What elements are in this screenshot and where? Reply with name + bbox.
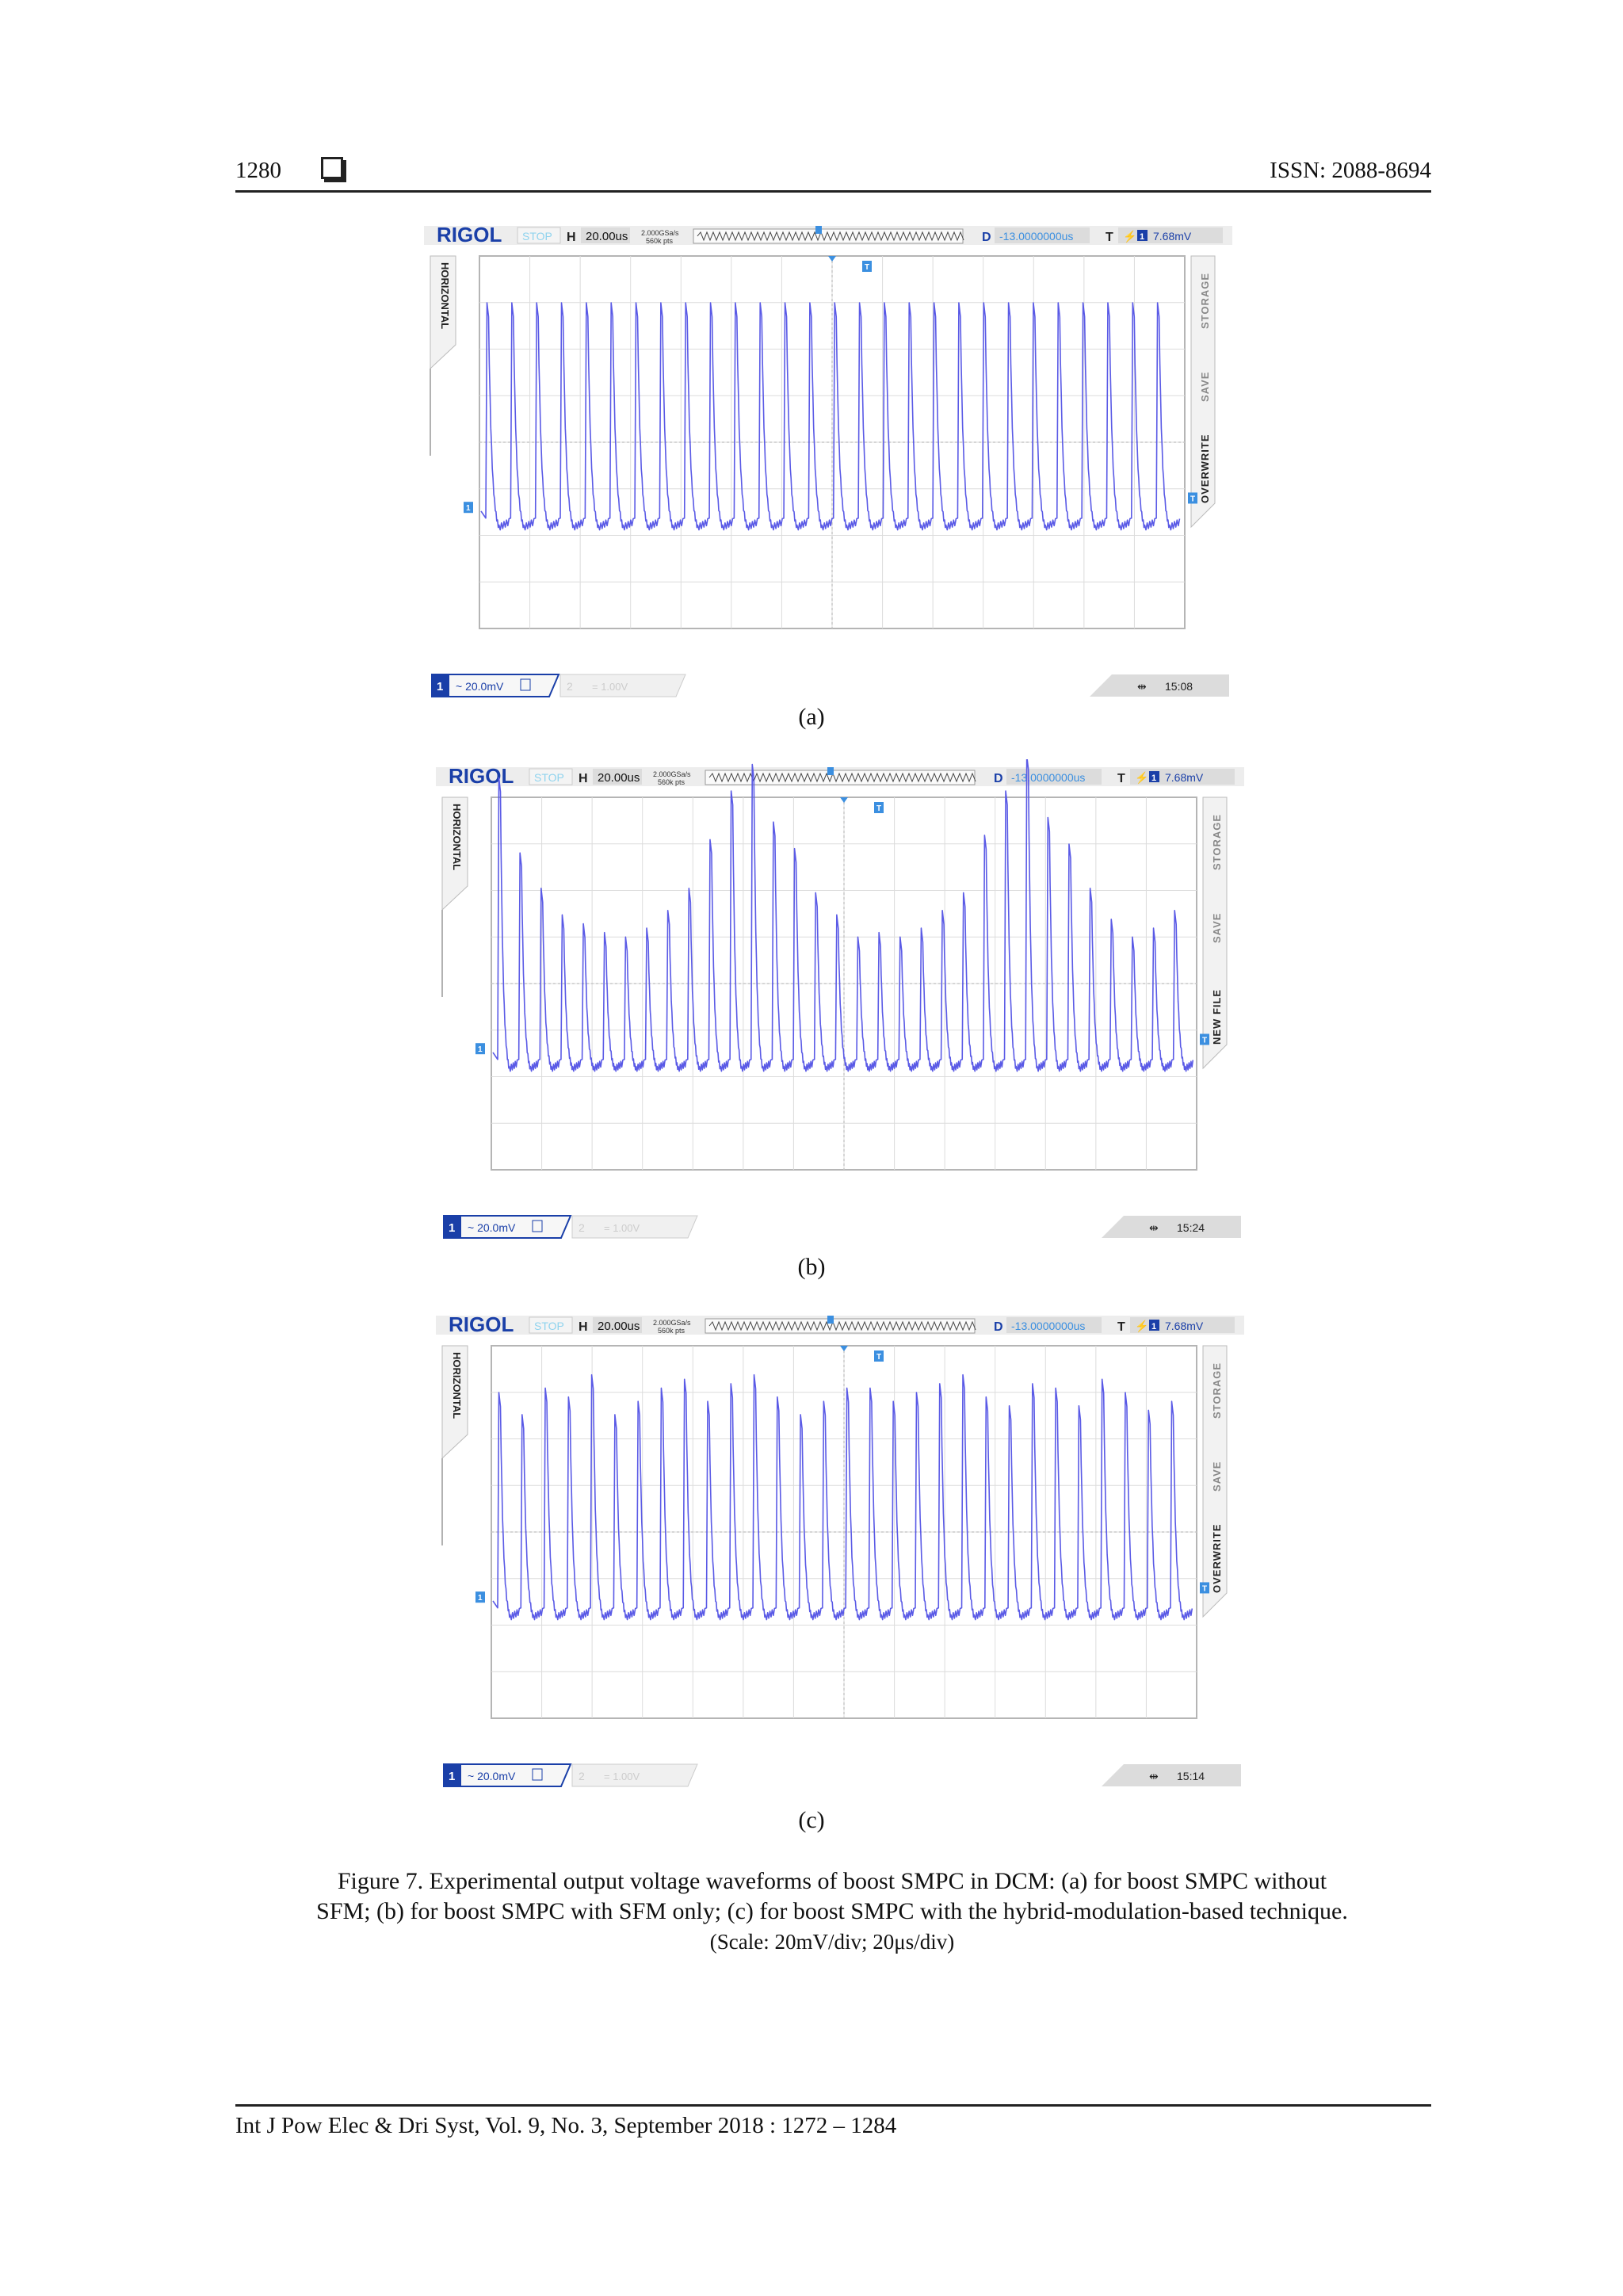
- ch1-scale-button[interactable]: [444, 1764, 571, 1786]
- memory-depth: 560k pts: [658, 778, 685, 786]
- rigol-logo: RIGOL: [449, 764, 514, 788]
- running-footer: [235, 2104, 1431, 2139]
- run-state: STOP: [522, 230, 552, 243]
- svg-text:T: T: [876, 804, 882, 813]
- sample-rate: 2.000GSa/s: [653, 1319, 691, 1327]
- ch2-scale-button[interactable]: [572, 1216, 697, 1238]
- t-label: T: [1117, 772, 1125, 785]
- storage-menu-item[interactable]: STORAGE: [1211, 1362, 1223, 1419]
- page-number: 1280: [235, 158, 281, 183]
- ch2-scale-button[interactable]: [572, 1764, 697, 1786]
- ch2-number: 2: [579, 1770, 585, 1782]
- subfigure-caption-a: (a): [798, 704, 825, 730]
- horizontal-label-text: HORIZONTAL: [451, 1352, 463, 1419]
- ch2-scale-button[interactable]: [560, 674, 685, 697]
- svg-text:T: T: [1202, 1584, 1208, 1594]
- scope-top-bar: [424, 223, 1232, 246]
- mode-menu-item[interactable]: OVERWRITE: [1211, 1523, 1223, 1593]
- trigger-source: 1: [1151, 774, 1157, 783]
- trigger-level-marker: [1188, 492, 1197, 503]
- mode-menu-item[interactable]: NEW FILE: [1211, 988, 1223, 1045]
- save-menu-item[interactable]: SAVE: [1199, 371, 1211, 402]
- ch1-scale: ~ 20.0mV: [468, 1770, 516, 1782]
- trigger-edge-icon: ⚡: [1135, 771, 1149, 784]
- ch1-scale-button[interactable]: [432, 674, 559, 697]
- ch1-number: 1: [437, 680, 444, 693]
- memory-depth: 560k pts: [658, 1327, 685, 1335]
- oscilloscope-display: [436, 1308, 1244, 1791]
- svg-text:1: 1: [466, 504, 471, 514]
- ch1-ground-marker: [464, 502, 473, 513]
- ch2-scale: = 1.00V: [592, 681, 628, 693]
- running-header: [235, 149, 1431, 193]
- rigol-logo: RIGOL: [449, 1312, 514, 1336]
- ch1-ground-marker: [475, 1591, 485, 1603]
- trigger-source: 1: [1140, 232, 1145, 242]
- ch1-scale-button[interactable]: [444, 1216, 571, 1238]
- scope-bottom-bar: [436, 1216, 1244, 1240]
- trigger-edge-icon: ⚡: [1123, 230, 1137, 243]
- sample-rate: 2.000GSa/s: [653, 770, 691, 778]
- trigger-time-marker: [874, 802, 884, 813]
- trigger-level: 7.68mV: [1165, 771, 1204, 784]
- ch1-ground-marker: [475, 1043, 485, 1054]
- side-menu: [1203, 797, 1227, 1068]
- horizontal-label: H: [579, 1320, 588, 1334]
- timebase-value: 20.00us: [586, 230, 628, 243]
- trigger-position-marker: [815, 226, 822, 234]
- run-state: STOP: [534, 771, 564, 784]
- trigger-source: 1: [1151, 1322, 1157, 1331]
- square-bullet-icon: [321, 157, 343, 179]
- mode-menu-item[interactable]: OVERWRITE: [1199, 434, 1211, 503]
- figure-caption-line-2: SFM; (b) for boost SMPC with SFM only; (c) for boost SMPC with the hybrid-modulation-based technique.: [316, 1898, 1348, 1924]
- trigger-time-marker: [874, 1350, 884, 1362]
- storage-menu-item[interactable]: STORAGE: [1211, 813, 1223, 870]
- ch2-number: 2: [567, 680, 573, 693]
- scope-top-bar: [436, 1312, 1244, 1336]
- save-menu-item[interactable]: SAVE: [1211, 1461, 1223, 1492]
- ch2-number: 2: [579, 1221, 585, 1234]
- figure-caption: [190, 1866, 1474, 1957]
- trigger-level: 7.68mV: [1165, 1320, 1204, 1332]
- scope-bottom-bar: [436, 1764, 1244, 1788]
- ch1-number: 1: [449, 1770, 456, 1783]
- scope-bottom-bar: [424, 674, 1232, 698]
- issn: ISSN: 2088-8694: [1270, 158, 1431, 183]
- scope-screenshot-b: [436, 759, 1244, 1243]
- oscilloscope-display: [424, 218, 1232, 701]
- trigger-time-marker: [862, 261, 872, 272]
- ch1-scale: ~ 20.0mV: [468, 1221, 516, 1234]
- scope-screenshot-c: [436, 1308, 1244, 1791]
- oscilloscope-display: [436, 759, 1244, 1243]
- horizontal-label-text: HORIZONTAL: [451, 804, 463, 871]
- ch1-scale: ~ 20.0mV: [456, 680, 504, 693]
- horizontal-label-text: HORIZONTAL: [439, 262, 451, 330]
- clock-time: 15:08: [1165, 680, 1193, 693]
- usb-icon: ⇹: [1137, 680, 1147, 693]
- usb-icon: ⇹: [1149, 1221, 1159, 1234]
- sample-rate: 2.000GSa/s: [641, 229, 679, 237]
- usb-icon: ⇹: [1149, 1770, 1159, 1782]
- trigger-level-marker: [1200, 1033, 1209, 1045]
- horizontal-label: H: [567, 231, 576, 244]
- delay-label: D: [982, 231, 991, 244]
- scope-screenshot-a: [424, 218, 1232, 701]
- subfigure-caption-c: (c): [798, 1807, 825, 1833]
- delay-value: -13.0000000us: [999, 230, 1074, 243]
- trigger-level: 7.68mV: [1153, 230, 1192, 243]
- journal-citation: Int J Pow Elec & Dri Syst, Vol. 9, No. 3, September 2018 : 1272 – 1284: [235, 2113, 897, 2138]
- svg-text:T: T: [865, 263, 870, 272]
- t-label: T: [1117, 1320, 1125, 1334]
- memory-depth: 560k pts: [646, 237, 674, 245]
- svg-text:T: T: [1202, 1036, 1208, 1045]
- delay-value: -13.0000000us: [1011, 1320, 1086, 1332]
- clock-time: 15:14: [1177, 1770, 1205, 1782]
- timebase-value: 20.00us: [598, 771, 640, 785]
- svg-text:1: 1: [478, 1594, 483, 1603]
- waveform-grid: [491, 797, 1197, 1170]
- trigger-position-marker: [827, 767, 834, 775]
- clock-time: 15:24: [1177, 1221, 1205, 1234]
- figure-caption-scale: (Scale: 20mV/div; 20μs/div): [709, 1930, 955, 1954]
- svg-text:T: T: [876, 1353, 882, 1362]
- timebase-value: 20.00us: [598, 1320, 640, 1333]
- side-menu: [1191, 256, 1215, 527]
- side-menu: [1203, 1346, 1227, 1617]
- delay-label: D: [994, 772, 1003, 785]
- trigger-level-marker: [1200, 1582, 1209, 1593]
- svg-text:1: 1: [478, 1045, 483, 1055]
- subfigure-caption-b: (b): [797, 1254, 826, 1280]
- run-state: STOP: [534, 1320, 564, 1332]
- delay-label: D: [994, 1320, 1003, 1334]
- waveform-grid: [491, 1346, 1197, 1718]
- storage-menu-item[interactable]: STORAGE: [1199, 272, 1211, 329]
- trigger-edge-icon: ⚡: [1135, 1320, 1149, 1332]
- save-menu-item[interactable]: SAVE: [1211, 912, 1223, 943]
- figure-caption-line-1: Figure 7. Experimental output voltage waveforms of boost SMPC in DCM: (a) for boost SMPC without: [337, 1868, 1327, 1894]
- delay-value: -13.0000000us: [1011, 771, 1086, 784]
- t-label: T: [1106, 231, 1113, 244]
- ch2-scale: = 1.00V: [604, 1771, 640, 1782]
- ch2-scale: = 1.00V: [604, 1222, 640, 1234]
- svg-text:T: T: [1190, 495, 1196, 504]
- ch1-number: 1: [449, 1221, 456, 1235]
- trigger-position-marker: [827, 1316, 834, 1324]
- scope-top-bar: [436, 764, 1244, 788]
- horizontal-label: H: [579, 772, 588, 785]
- rigol-logo: RIGOL: [437, 223, 502, 246]
